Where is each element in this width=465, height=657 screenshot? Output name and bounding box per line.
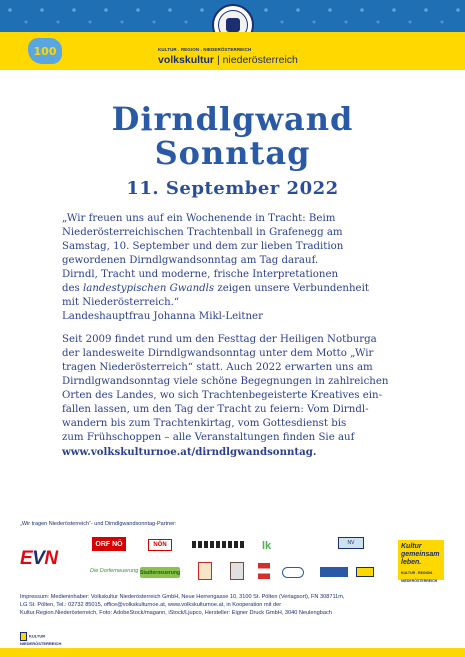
quote-line: mit Niederösterreich.“ [62, 297, 180, 308]
quote-line: Samstag, 10. September und dem zur lieben Tradition [62, 241, 344, 252]
imprint-text [20, 593, 450, 617]
paragraph-line: fallen lassen, um den Tag der Tracht zu feiern: Vom Dirndl- [62, 404, 369, 415]
quote-fragment: zeigen unsere Verbundenheit [214, 283, 369, 294]
church-crest-icon [198, 562, 212, 580]
kultur-line: leben. [401, 559, 422, 566]
anniversary-100-logo: 100 [28, 38, 62, 64]
title-line-1: Dirndlgwand [111, 100, 354, 138]
paragraph-line: der landesweite Dirndlgwandsonntag unter dem Motto „Wir [62, 348, 374, 359]
diocese-crest-icon [230, 562, 244, 580]
kultur-line: Kultur [401, 543, 422, 550]
partner-yellow-logo [356, 567, 374, 577]
quote-fragment: des [62, 283, 84, 294]
lk-logo: lk [262, 540, 272, 552]
quote-line: Dirndl, Tracht und moderne, frische Interpretationen [62, 269, 339, 280]
quote-line: gewordenen Dirndlgwandsonntag am Tag darauf. [62, 255, 319, 266]
quote-line: „Wir freuen uns auf ein Wochenende in Tracht: Beim [62, 213, 336, 224]
partner-blue-logo [320, 567, 348, 577]
quote-block [62, 212, 422, 324]
paragraph-line: zum Frühschoppen – alle Veranstaltungen finden Sie auf [62, 432, 355, 443]
imprint-line: Kultur.Region.Niederösterreich, Foto: AdobeStock/magann, iStock/Ljupco, Hersteller: Eigner Druck GmbH, 3040 Neulengbach [20, 610, 332, 616]
paragraph-line: Seit 2009 findet rund um den Festtag der Heiligen Notburga [62, 334, 377, 345]
partners-label: „Wir tragen Niederösterreich“- und Dirndlgwandsonntag-Partner: [20, 521, 177, 527]
quote-line: Niederösterreichischen Trachtenball in Grafenegg am [62, 227, 343, 238]
evn-letter: V [32, 548, 45, 569]
quote-author: Landeshauptfrau Johanna Mikl-Leitner [62, 311, 263, 322]
imprint-line: Impressum: Medieninhaber: Volkskultur Niederösterreich GmbH, Neue Herrengasse 10, 3100 St. Pölten (Verlagsort), FN 308711m, [20, 594, 345, 600]
website-link[interactable]: www.volkskulturnoe.at/dirndlgwandsonntag. [62, 446, 317, 458]
footer-line: KULTUR [29, 633, 46, 639]
partner-wordmark-logo [192, 541, 244, 548]
org-logo-text [158, 54, 298, 66]
paragraph-line: tragen Niederösterreich“ statt. Auch 2022 erwarten uns am [62, 362, 373, 373]
kultur-noe-footer-logo [20, 632, 61, 646]
org-name-rest: | niederösterreich [214, 54, 298, 66]
quote-italic: landestypischen Gwandls [83, 283, 215, 294]
kultur-line: gemeinsam [401, 551, 440, 558]
footer-band [0, 648, 465, 657]
evn-logo [20, 548, 58, 570]
org-small-label: KULTUR . REGION . NIEDERÖSTERREICH [158, 47, 252, 52]
kultur-gemeinsam-leben-logo [398, 540, 444, 583]
stadterneuerung-logo: Stadterneuerung [140, 567, 180, 578]
paragraph-line: Orten des Landes, wo sich Trachtenbegeisterte Kreatives ein- [62, 390, 383, 401]
event-date: 11. September 2022 [126, 178, 339, 199]
evn-letter: E [20, 548, 33, 569]
org-name-bold: volkskultur [158, 54, 215, 66]
kultur-sub: KULTUR . REGION . NIEDERÖSTERREICH [401, 571, 438, 583]
orf-logo: ORF NÖ [92, 537, 126, 551]
partner-oval-logo [282, 567, 304, 578]
paragraph-line: wandern bis zum Trachtenkirtag, vom Gottesdienst bis [62, 418, 347, 429]
kultur-noe-icon [20, 632, 27, 641]
paragraph-line: Dirndlgwandsonntag viele schöne Begegnungen in zahlreichen [62, 376, 389, 387]
evn-letter: N [44, 548, 58, 569]
quote-line [62, 282, 422, 296]
noen-logo: NÖN [148, 539, 172, 551]
footer-line: NIEDERÖSTERREICH [20, 641, 62, 646]
austria-shield-icon [258, 563, 270, 579]
dorferneuerung-logo: Die Dorferneuerung [90, 568, 139, 574]
description-paragraph [62, 333, 422, 459]
imprint-line: LG St. Pölten, Tel.: 02732 85015, office@volkskulturnoe.at, www.volkskulturnoe.at, in Kooperation mit der [20, 602, 282, 608]
title-line-2: Sonntag [154, 134, 311, 172]
nv-logo: NV [338, 537, 364, 549]
